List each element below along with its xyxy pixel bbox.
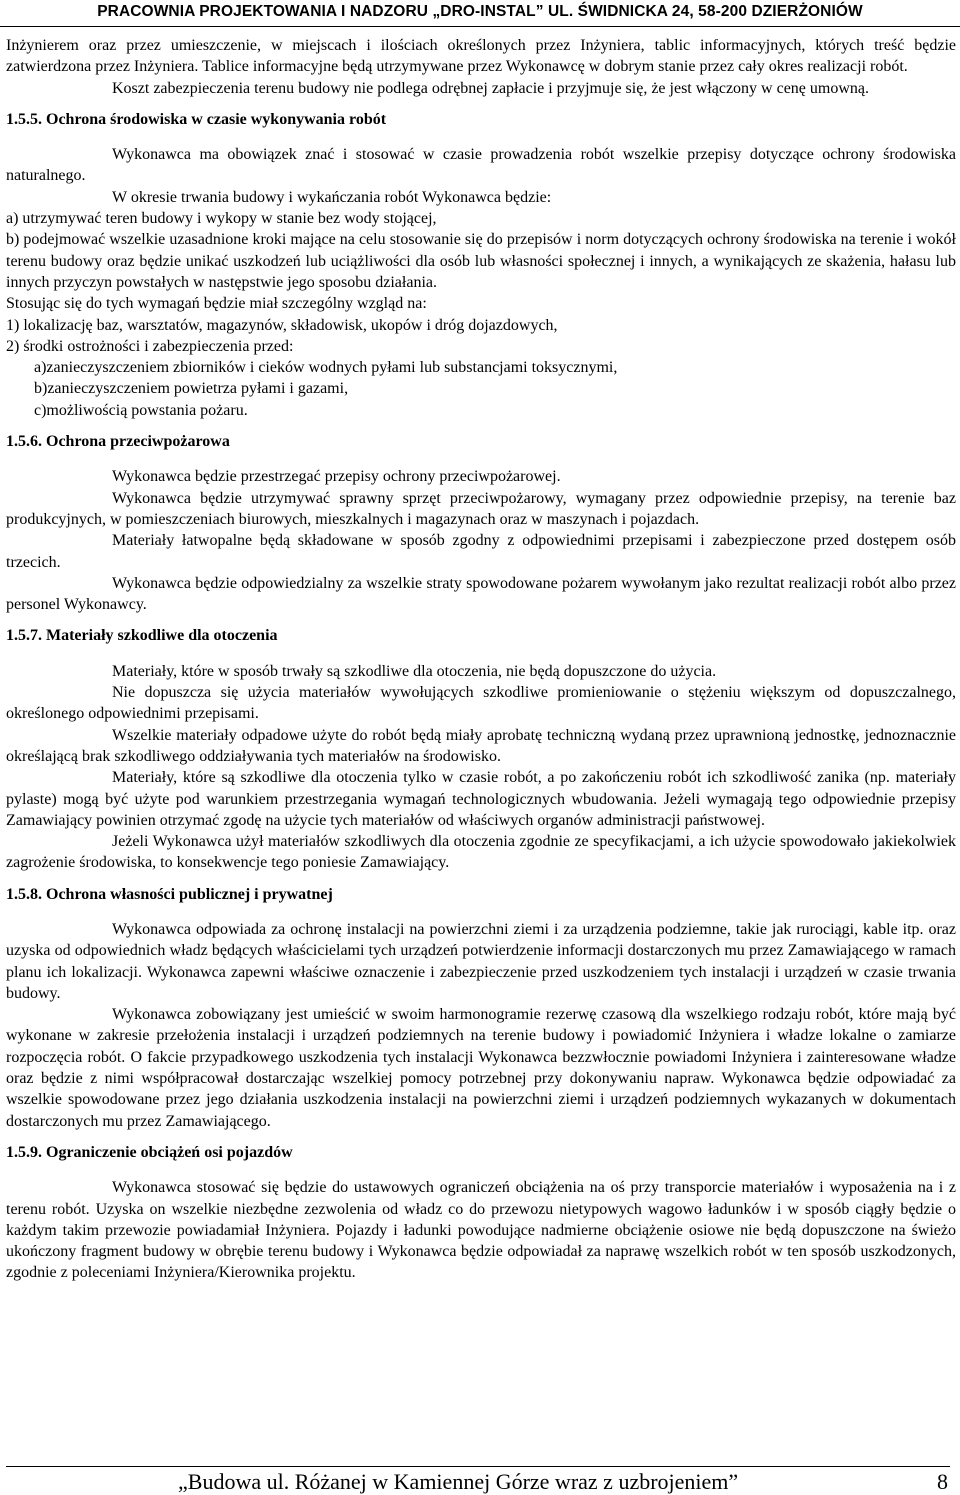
footer-title: „Budowa ul. Różanej w Kamiennej Górze wraz z uzbrojeniem” xyxy=(178,1469,739,1494)
paragraph: Wykonawca będzie utrzymywać sprawny sprzęt przeciwpożarowy, wymagany przez odpowiednie przepisy, na terenie baz produkcyjnych, w pomieszczeniach biurowych, mieszkalnych i magazynach oraz w maszynach i pojazdach. xyxy=(6,489,956,528)
list-item: a) utrzymywać teren budowy i wykopy w stanie bez wody stojącej, xyxy=(6,210,437,228)
document-body xyxy=(6,35,956,1284)
section-heading-1-5-8: 1.5.8. Ochrona własności publicznej i prywatnej xyxy=(6,885,333,903)
paragraph: Materiały łatwopalne będą składowane w sposób zgodny z odpowiednimi przepisami i zabezpieczone przed dostępem osób trzecich. xyxy=(6,532,956,571)
list-subitem: a)zanieczyszczeniem zbiorników i cieków wodnych pyłami lub substancjami toksycznymi, xyxy=(34,359,618,377)
paragraph: Wszelkie materiały odpadowe użyte do robót będą miały aprobatę techniczną wydaną przez uprawnioną jednostkę, jednoznacznie określającą brak szkodliwego oddziaływania tych materiałów na środowisko. xyxy=(6,726,956,765)
section-heading-1-5-5: 1.5.5. Ochrona środowiska w czasie wykonywania robót xyxy=(6,110,387,128)
footer-divider xyxy=(6,1466,950,1467)
paragraph: Wykonawca zobowiązany jest umieścić w swoim harmonogramie rezerwę czasową dla wszelkiego rodzaju robót, które mają być wykonane w zakresie przełożenia instalacji i urządzeń podziemnych na terenie budowy i powiadomić Inżyniera i władze lokalne o zamiarze rozpoczęcia robót. O fakcie przypadkowego uszkodzenia tych instalacji Wykonawca bezzwłocznie powiadomi Inżyniera i zainteresowane władze oraz będzie z nimi współpracował dostarczając wszelkiej pomocy potrzebnej przy dokonywaniu napraw. Wykonawca będzie odpowiadać za wszelkie spowodowane przez jego działania uszkodzenia instalacji na powierzchni ziemi i urządzeń podziemnych wykazanych w dokumentach dostarczonych mu przez Zamawiającego. xyxy=(6,1006,956,1130)
paragraph: Jeżeli Wykonawca użył materiałów szkodliwych dla otoczenia zgodnie ze specyfikacjami, a ich użycie spowodowało jakiekolwiek zagrożenie środowiska, to konsekwencje tego poniesie Zamawiający. xyxy=(6,833,956,872)
list-subitem: b)zanieczyszczeniem powietrza pyłami i gazami, xyxy=(34,380,349,398)
section-heading-1-5-6: 1.5.6. Ochrona przeciwpożarowa xyxy=(6,433,230,451)
page-number: 8 xyxy=(937,1469,948,1494)
paragraph: Wykonawca odpowiada za ochronę instalacji na powierzchni ziemi i za urządzenia podziemne, takie jak rurociągi, kable itp. oraz uzyska od odpowiednich władz będących właścicielami tych urządzeń potwierdzenie informacji dostarczonych mu przez Zamawiającego w ramach planu ich lokalizacji. Wykonawca zapewni właściwe oznaczenie i zabezpieczenie przed uszkodzeniem tych instalacji i urządzeń w czasie trwania budowy. xyxy=(6,920,956,1002)
list-item: b) podejmować wszelkie uzasadnione kroki mające na celu stosowanie się do przepisów i norm dotyczących ochrony środowiska na terenie i wokół terenu budowy oraz będzie unikać uszkodzeń lub uciążliwości dla osób lub własności społecznej i innych, a wynikających ze skażenia, hałasu lub innych przyczyn powstałych w następstwie jego sposobu działania. xyxy=(6,231,956,291)
paragraph: Inżynierem oraz przez umieszczenie, w miejscach i ilościach określonych przez Inżyniera, tablic informacyjnych, których treść będzie zatwierdzona przez Inżyniera. Tablice informacyjne będą utrzymywane przez Wykonawcę w dobrym stanie przez cały okres realizacji robót. xyxy=(6,37,956,76)
section-heading-1-5-7: 1.5.7. Materiały szkodliwe dla otoczenia xyxy=(6,627,278,645)
paragraph: Nie dopuszcza się użycia materiałów wywołujących szkodliwe promieniowanie o stężeniu większym od dopuszczalnego, określonego odpowiednimi przepisami. xyxy=(6,684,956,723)
section-heading-1-5-9: 1.5.9. Ograniczenie obciążeń osi pojazdów xyxy=(6,1143,293,1161)
paragraph: Wykonawca będzie przestrzegać przepisy ochrony przeciwpożarowej. xyxy=(112,468,561,486)
page-header: PRACOWNIA PROJEKTOWANIA I NADZORU „DRO-INSTAL” UL. ŚWIDNICKA 24, 58-200 DZIERŻONIÓW xyxy=(0,0,960,27)
paragraph: W okresie trwania budowy i wykańczania robót Wykonawca będzie: xyxy=(112,188,552,206)
paragraph: Wykonawca ma obowiązek znać i stosować w czasie prowadzenia robót wszelkie przepisy dotyczące ochrony środowiska naturalnego. xyxy=(6,146,956,185)
paragraph: Stosując się do tych wymagań będzie miał szczególny wzgląd na: xyxy=(6,295,427,313)
paragraph: Koszt zabezpieczenia terenu budowy nie podlega odrębnej zapłacie i przyjmuje się, że jest włączony w cenę umowną. xyxy=(112,79,870,97)
paragraph: Materiały, które w sposób trwały są szkodliwe dla otoczenia, nie będą dopuszczone do użycia. xyxy=(112,662,717,680)
paragraph: Wykonawca stosować się będzie do ustawowych ograniczeń obciążenia na oś przy transporcie materiałów i wyposażenia na i z terenu robót. Uzyska on wszelkie niezbędne zezwolenia od władz co do przewozu nietypowych wagowo ładunków i w sposób ciągły będzie o każdym takim przewozie powiadamiał Inżyniera. Pojazdy i ładunki powodujące nadmierne obciążenie osiowe nie będą dopuszczone na świeżo ukończony fragment budowy w obrębie terenu budowy i Wykonawca będzie odpowiadał za naprawę wszelkich robót w ten sposób uszkodzonych, zgodnie z poleceniami Inżyniera/Kierownika projektu. xyxy=(6,1179,956,1282)
list-item: 1) lokalizację baz, warsztatów, magazynów, składowisk, ukopów i dróg dojazdowych, xyxy=(6,316,558,334)
list-item: 2) środki ostrożności i zabezpieczenia przed: xyxy=(6,337,294,355)
paragraph: Wykonawca będzie odpowiedzialny za wszelkie straty spowodowane pożarem wywołanym jako rezultat realizacji robót albo przez personel Wykonawcy. xyxy=(6,574,956,614)
paragraph: Materiały, które są szkodliwe dla otoczenia tylko w czasie robót, a po zakończeniu robót ich szkodliwość zanika (np. materiały pylaste) mogą być użyte pod warunkiem przestrzegania wymagań technologicznych wbudowania. Jeżeli wymagają tego odpowiednie przepisy Zamawiający powinien otrzymać zgodę na użycie tych materiałów od właściwych organów administracji państwowej. xyxy=(6,769,956,829)
list-subitem: c)możliwością powstania pożaru. xyxy=(34,401,248,419)
